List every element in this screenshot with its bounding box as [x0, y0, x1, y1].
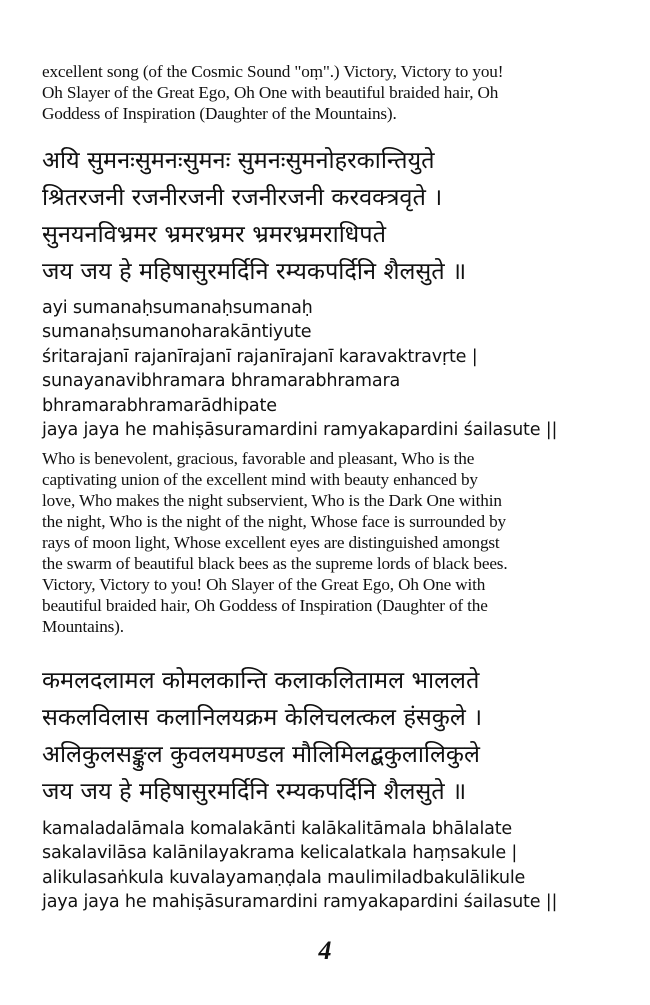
transliteration-line: kamaladalāmala komalakānti kalākalitāmala bhālalate — [42, 819, 513, 839]
devanagari-line: श्रितरजनी रजनीरजनी रजनीरजनी करवक्त्रवृते । — [42, 183, 443, 211]
transliteration-line: sakalavilāsa kalānilayakrama kelicalatkala haṃsakule | — [42, 843, 518, 864]
verse1-translation — [42, 448, 508, 637]
translation-line: captivating union of the excellent mind with beauty enhanced by — [42, 470, 478, 489]
transliteration-line: alikulasaṅkula kuvalayamaṇḍala maulimiladbakulālikule — [42, 867, 526, 888]
transliteration-line: ayi sumanaḥsumanaḥsumanaḥ — [42, 298, 313, 318]
transliteration-line: jaya jaya he mahiṣāsuramardini ramyakapardini śailasute || — [42, 892, 558, 913]
transliteration-line: jaya jaya he mahiṣāsuramardini ramyakapardini śailasute || — [42, 420, 558, 441]
page-number: 4 — [318, 936, 332, 965]
translation-line: Victory, Victory to you! Oh Slayer of the Great Ego, Oh One with — [42, 575, 486, 594]
devanagari-line: जय जय हे महिषासुरमर्दिनि रम्यकपर्दिनि शैलसुते ॥ — [42, 777, 467, 805]
verse1-devanagari — [42, 142, 466, 290]
translation-line: love, Who makes the night subservient, Who is the Dark One within — [42, 491, 502, 510]
transliteration-line: sumanaḥsumanoharakāntiyute — [42, 322, 312, 343]
translation-line: Mountains). — [42, 617, 124, 636]
translation-line: Goddess of Inspiration (Daughter of the Mountains). — [42, 104, 397, 123]
translation-line: Who is benevolent, gracious, favorable and pleasant, Who is the — [42, 449, 475, 468]
verse1-transliteration — [42, 296, 557, 442]
transliteration-line: bhramarabhramarādhipate — [42, 395, 277, 416]
translation-line: Oh Slayer of the Great Ego, Oh One with beautiful braided hair, Oh — [42, 83, 499, 102]
translation-line: the swarm of beautiful black bees as the supreme lords of black bees. — [42, 554, 508, 573]
transliteration-line: śritarajanī rajanīrajanī rajanīrajanī karavaktravṛte | — [42, 346, 478, 367]
devanagari-line: कमलदलामल कोमलकान्ति कलाकलितामल भाललते — [42, 666, 480, 694]
verse2-devanagari — [42, 662, 482, 810]
verse2-transliteration — [42, 817, 557, 915]
translation-line: excellent song (of the Cosmic Sound "oṃ".) Victory, Victory to you! — [42, 62, 504, 81]
transliteration-line: sunayanavibhramara bhramarabhramara — [42, 371, 401, 392]
devanagari-line: सकलविलास कलानिलयक्रम केलिचलत्कल हंसकुले । — [42, 703, 483, 731]
devanagari-line: जय जय हे महिषासुरमर्दिनि रम्यकपर्दिनि शैलसुते ॥ — [42, 257, 467, 285]
devanagari-line: अयि सुमनःसुमनःसुमनः सुमनःसुमनोहरकान्तियुते — [42, 146, 435, 174]
devanagari-line: अलिकुलसङ्कुल कुवलयमण्डल मौलिमिलद्बकुलालिकुले — [42, 740, 480, 768]
devanagari-line: सुनयनविभ्रमर भ्रमरभ्रमर भ्रमरभ्रमराधिपते — [42, 220, 386, 248]
translation-line: the night, Who is the night of the night, Whose face is surrounded by — [42, 512, 506, 531]
top-translation — [42, 61, 503, 124]
translation-line: beautiful braided hair, Oh Goddess of Inspiration (Daughter of the — [42, 596, 488, 615]
translation-line: rays of moon light, Whose excellent eyes are distinguished amongst — [42, 533, 500, 552]
